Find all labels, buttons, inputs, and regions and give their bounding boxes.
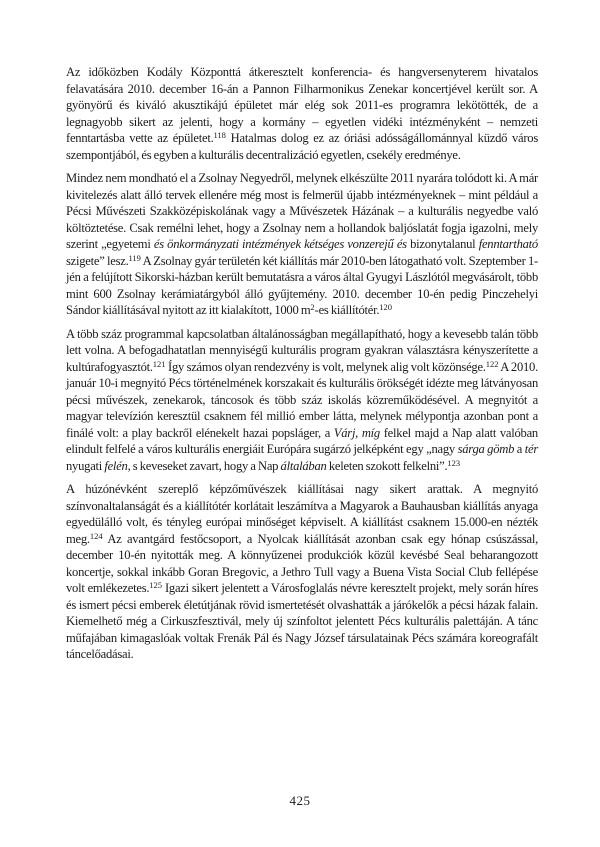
italic-text: tér (524, 442, 538, 456)
italic-text: Várj, míg (333, 425, 380, 440)
text-run: -es kiállítótér. (314, 303, 380, 317)
italic-text: fenntartható (478, 237, 538, 251)
text-run: Mindez nem mondható el a Zsolnay Negyedről, melynek elkészülte 2011 nyarára tolódott ki. A már kivitelezés alatt álló tervek ellenére még most is felmerül újabb intézményeknek – mint például a Pécsi Művészeti Szakközépiskolának vagy a Művészetek Házának – a kulturális negyedbe való költöztetése. Csak remélni lehet, hogy a Zsolnay nem a hollandok baljóslatát fogja igazolni, mely szerint „egyetemi (66, 171, 538, 251)
footnote-ref-119: 119 (128, 252, 141, 263)
italic-text: sárga gömb (457, 442, 515, 456)
footnote-ref-123: 123 (447, 457, 461, 468)
text-run: nyugati (66, 458, 105, 473)
footnote-ref-120: 120 (379, 302, 393, 312)
footnote-ref-121: 121 (152, 358, 166, 369)
paragraph-1 (66, 64, 538, 163)
italic-text: felén (104, 458, 128, 473)
text-run: , s keveseket zavart, hogy a Nap (127, 458, 281, 473)
text-run: bizonytalanul (406, 237, 479, 251)
text-run: felkel majd a Nap alatt valóban elindult felfelé a város kulturális energiáit Európára sugárzó jelképként egy „nagy (66, 425, 538, 456)
footnote-ref-125: 125 (149, 580, 162, 590)
text-block (66, 64, 538, 670)
paragraph-2 (66, 170, 538, 319)
text-run: A húzónévként szereplő képzőművészek kiállításai nagy sikert arattak. A megnyitó színvonaltalanságát és a kiállítótér korlátait leszámítva a Magyarok a Bauhausban kiállítás anyaga egyedülálló volt, és tényleg európai minőséget képviselt. A kiállítást csaknem 15.000-en nézték meg. (66, 482, 538, 546)
text-run: Hatalmas dolog ez az óriási adósságállománnyal küzdő város szempontjából, és egyben a kulturális decentralizáció egyetlen, csekély eredménye. (66, 131, 539, 162)
page-number: 425 (289, 793, 311, 808)
footnote-ref-122: 122 (485, 358, 499, 369)
text-run: A 2010. január 10-i megnyitó Pécs történelmének korszakait és kulturális örökségét idézte meg látványosan pécsi művészek, zenekarok, táncosok és több száz iskolás közreműködésével. A megnyitót a magyar televízión keresztül csaknem fél millió ember látta, melynek mélypontja azonban pont a finálé volt: a play backről elénekelt hazai popsláger, a (66, 359, 538, 440)
text-run: szigete” lesz. (66, 253, 129, 268)
footnote-ref-124: 124 (89, 530, 103, 541)
text-run: Igazi sikert jelentett a Városfoglalás névre keresztelt projekt, mely során híres és ismert pécsi emberek életútjának rövid ismertetését olvashatták a járókelők a pécsi házak falain. Kiemelhető még a Cirkuszfesztivál, mely új színfoltot jelentett Pécs kulturális palettáján. A tánc műfajában kimagaslóak voltak Frenák Pál és Nagy József társulatainak Pécs számára koreografált táncelőadásai. (66, 581, 538, 661)
text-run: a (514, 442, 525, 456)
text-run: keleten szokott felkelni”. (326, 458, 448, 473)
text-run: Így számos olyan rendezvény is volt, melynek alig volt közönsége. (165, 359, 486, 374)
exponent: 2 (310, 302, 315, 312)
italic-text: általában (280, 458, 327, 473)
text-run: A több száz programmal kapcsolatban általánosságban megállapítható, hogy a kevesebb talán több lett volna. A befogadhatatlan mennyiségű kulturális program gyakran választásra kényszerítette a kultúrafogyasztót. (66, 326, 538, 374)
paragraph-3 (66, 326, 538, 475)
text-run: Az avantgárd festőcsoport, a Nyolcak kiállítását azonban csak egy hónap csúszással, december 10-én nyitották meg. A könnyűzenei produkciók közül kevésbé Seal beharangozott koncertje, sokkal inkább Goran Bregovic, a Jethro Tull vagy a Buena Vista Social Club fellépése volt emlékezetes. (66, 531, 538, 595)
paragraph-4 (66, 481, 538, 663)
italic-text: és önkormányzati intézmények kétséges vonzerejű és (153, 237, 407, 251)
footnote-ref-118: 118 (213, 130, 226, 140)
text-run: A Zsolnay gyár területén két kiállítás már 2010-ben látogatható volt. Szeptember 1-jén a felújított Sikorski-házban került bemutatásra a város által Gyugyi Lászlótól megvásárolt, több mint 600 Zsolnay kerámiatárgyból álló gyűjtemény. 2010. december 10-én pedig Pinczehelyi Sándor kiállításával nyitott az itt kialakított, 1000 m (66, 253, 538, 317)
text-run: Az időközben Kodály Központtá átkeresztelt konferencia- és hangversenyterem hivatalos felavatására 2010. december 16-án a Pannon Filharmonikus Zenekar koncertjével került sor. A gyönyörű és kiváló akusztikájú épületet már elég sok 2011-es programra lekötötték, de a legnagyobb sikert az jelenti, hogy a kormány – egyetlen vidéki intézményként – nemzeti fenntartásba vette az épületet. (66, 65, 538, 145)
